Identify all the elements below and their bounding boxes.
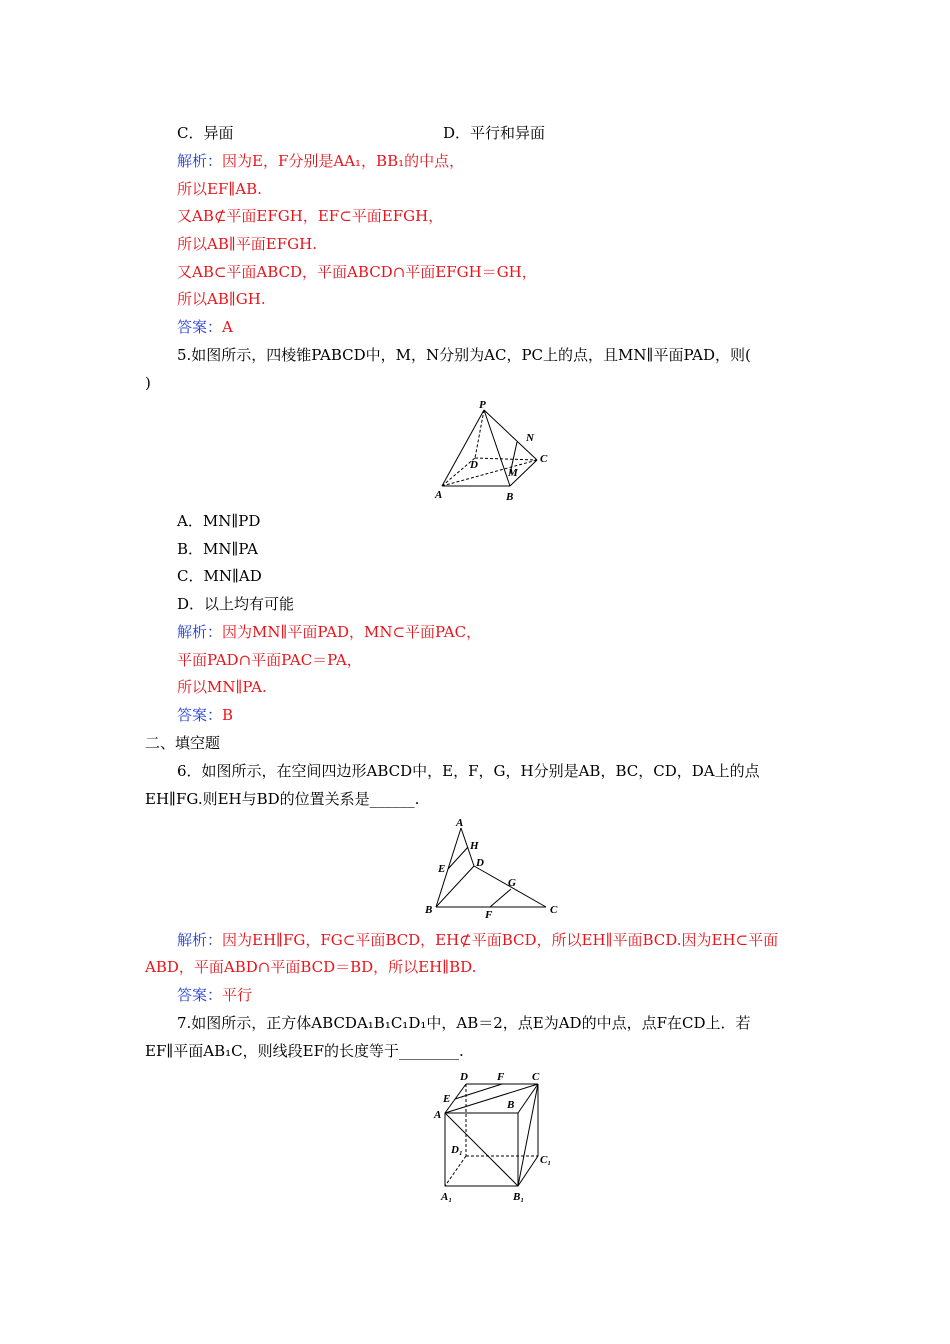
label-A: A: [456, 817, 464, 829]
analysis-text: 因为E，F分别是AA₁，BB₁的中点，: [222, 152, 465, 170]
label-D: D: [476, 857, 484, 869]
q4-analysis-line-3: 又AB⊄平面EFGH，EF⊂平面EFGH，: [177, 207, 444, 225]
q6-analysis-line-1: [177, 930, 778, 950]
analysis-label: 解析：: [177, 152, 223, 170]
q6-quadrilateral-figure: [418, 814, 568, 924]
q6-stem-line-2: EH∥FG.则EH与BD的位置关系是______.: [145, 790, 420, 808]
label-P: P: [479, 399, 486, 411]
label-B: B: [506, 491, 514, 503]
q7-stem-line-2: EF∥平面AB₁C，则线段EF的长度等于________.: [145, 1042, 464, 1060]
q4-analysis-line-1: [177, 151, 464, 171]
answer-label: 答案：: [177, 706, 223, 724]
q4-option-d: D．平行和异面: [443, 124, 546, 142]
q7-cube-figure: [425, 1066, 565, 1206]
q4-analysis-line-2: 所以EF∥AB.: [177, 180, 262, 198]
label-A: A: [435, 489, 443, 501]
q4-analysis-line-6: 所以AB∥GH.: [177, 290, 266, 308]
q5-stem-line-2: ): [145, 374, 151, 392]
answer-value: A: [222, 318, 233, 336]
answer-value: 平行: [222, 986, 253, 1004]
answer-label: 答案：: [177, 986, 223, 1004]
label-A1: A₁: [441, 1191, 453, 1203]
label-M: M: [508, 467, 518, 479]
label-D: D: [460, 1071, 468, 1083]
q5-option-d: D．以上均有可能: [177, 595, 295, 613]
label-G: G: [508, 877, 516, 889]
label-B: B: [507, 1099, 515, 1111]
q5-analysis-line-1: [177, 622, 481, 642]
answer-value: B: [222, 706, 234, 724]
q4-analysis-line-4: 所以AB∥平面EFGH.: [177, 235, 317, 253]
label-C: C: [532, 1071, 540, 1083]
analysis-label: 解析：: [177, 623, 223, 641]
label-B: B: [425, 904, 433, 916]
q5-pyramid-figure: [430, 398, 560, 508]
q7-stem-line-1: 7.如图所示，正方体ABCDA₁B₁C₁D₁中，AB＝2，点E为AD的中点，点F在CD上．若: [177, 1014, 751, 1032]
q6-stem-line-1: 6．如图所示，在空间四边形ABCD中，E，F，G，H分别是AB，BC，CD，DA上的点: [177, 762, 760, 780]
section-heading: 二、填空题: [145, 734, 221, 752]
analysis-text: 因为EH∥FG，FG⊂平面BCD，EH⊄平面BCD，所以EH∥平面BCD.因为EH⊂平面: [222, 931, 779, 949]
label-C: C: [550, 904, 558, 916]
q4-answer: [177, 317, 233, 337]
answer-label: 答案：: [177, 318, 223, 336]
q6-analysis-line-2: ABD，平面ABD∩平面BCD＝BD，所以EH∥BD.: [145, 958, 477, 976]
q5-analysis-line-3: 所以MN∥PA.: [177, 678, 267, 696]
label-D: D: [470, 459, 478, 471]
label-D1: D₁: [451, 1144, 463, 1156]
label-H: H: [470, 840, 479, 852]
q4-analysis-line-5: 又AB⊂平面ABCD，平面ABCD∩平面EFGH＝GH，: [177, 263, 537, 281]
q5-option-a: A．MN∥PD: [177, 512, 261, 530]
label-E: E: [438, 863, 446, 875]
q5-option-c: C．MN∥AD: [177, 567, 262, 585]
label-F: F: [497, 1071, 505, 1083]
q5-analysis-line-2: 平面PAD∩平面PAC＝PA，: [177, 651, 362, 669]
label-E: E: [443, 1093, 451, 1105]
q6-answer: [177, 985, 252, 1005]
q5-option-b: B．MN∥PA: [177, 540, 258, 558]
label-A: A: [434, 1109, 442, 1121]
label-B1: B₁: [513, 1191, 525, 1203]
analysis-text: 因为MN∥平面PAD，MN⊂平面PAC，: [222, 623, 482, 641]
label-C: C: [540, 453, 548, 465]
q4-option-c: C．异面: [177, 124, 234, 142]
label-F: F: [485, 909, 493, 921]
q5-stem-line-1: 5.如图所示，四棱锥PABCD中，M，N分别为AC，PC上的点，且MN∥平面PAD，则(: [177, 346, 751, 364]
label-N: N: [526, 432, 534, 444]
label-C1: C₁: [540, 1154, 552, 1166]
q5-answer: [177, 705, 233, 725]
analysis-label: 解析：: [177, 931, 223, 949]
